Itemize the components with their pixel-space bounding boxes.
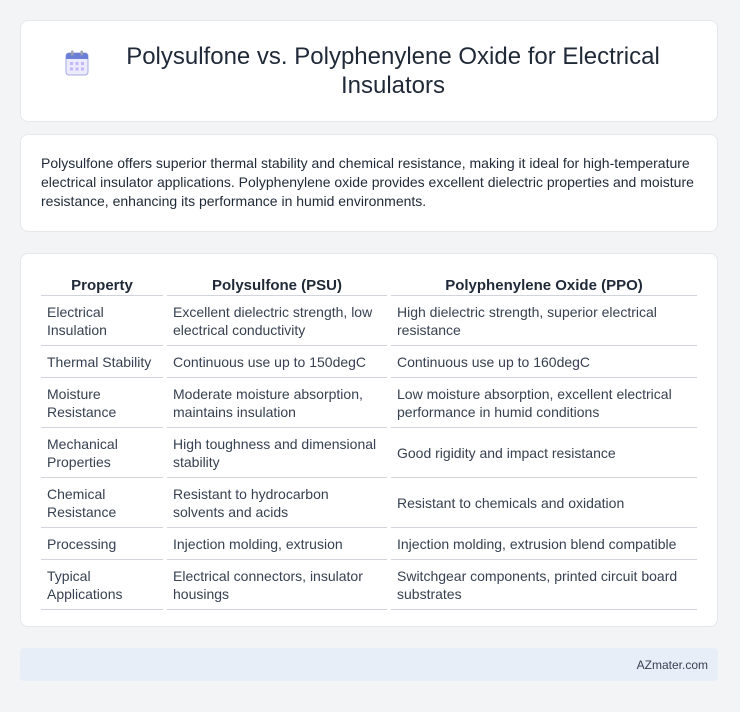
property-cell: Mechanical Properties: [41, 428, 165, 478]
calendar-icon: [65, 50, 89, 76]
table-row: [41, 478, 697, 528]
header-property: Property: [41, 272, 165, 296]
psu-cell: Excellent dielectric strength, low electrical conductivity: [165, 296, 389, 346]
psu-cell: High toughness and dimensional stability: [165, 428, 389, 478]
property-cell: Typical Applications: [41, 560, 165, 610]
psu-cell: Moderate moisture absorption, maintains insulation: [165, 378, 389, 428]
title-card: [20, 20, 718, 122]
ppo-cell: Switchgear components, printed circuit board substrates: [389, 560, 697, 610]
ppo-cell: Injection molding, extrusion blend compatible: [389, 528, 697, 560]
property-cell: Chemical Resistance: [41, 478, 165, 528]
comparison-table: [41, 272, 697, 610]
table-row: [41, 296, 697, 346]
header-polyphenylene-oxide: Polyphenylene Oxide (PPO): [389, 272, 697, 296]
title-wrap: [49, 42, 689, 100]
summary-text: Polysulfone offers superior thermal stability and chemical resistance, making it ideal for high-temperature electrical insulator applications. Polyphenylene oxide provides excellent dielectric properties and moisture resistance, enhancing its performance in humid environments.: [41, 155, 694, 209]
footer: [20, 648, 718, 681]
ppo-cell: Continuous use up to 160degC: [389, 346, 697, 378]
summary-card: [20, 134, 718, 232]
table-row: [41, 560, 697, 610]
ppo-cell: Resistant to chemicals and oxidation: [389, 478, 697, 528]
footer-brand[interactable]: AZmater.com: [636, 657, 708, 672]
page-title: Polysulfone vs. Polyphenylene Oxide for Electrical Insulators: [126, 43, 660, 99]
comparison-table-card: [20, 253, 718, 627]
psu-cell: Electrical connectors, insulator housings: [165, 560, 389, 610]
table-row: [41, 346, 697, 378]
header-polysulfone: Polysulfone (PSU): [165, 272, 389, 296]
psu-cell: Resistant to hydrocarbon solvents and acids: [165, 478, 389, 528]
table-row: [41, 378, 697, 428]
table-header-row: [41, 272, 697, 296]
ppo-cell: Good rigidity and impact resistance: [389, 428, 697, 478]
table-row: [41, 528, 697, 560]
property-cell: Thermal Stability: [41, 346, 165, 378]
ppo-cell: High dielectric strength, superior electrical resistance: [389, 296, 697, 346]
property-cell: Processing: [41, 528, 165, 560]
psu-cell: Injection molding, extrusion: [165, 528, 389, 560]
property-cell: Moisture Resistance: [41, 378, 165, 428]
property-cell: Electrical Insulation: [41, 296, 165, 346]
table-row: [41, 428, 697, 478]
ppo-cell: Low moisture absorption, excellent electrical performance in humid conditions: [389, 378, 697, 428]
psu-cell: Continuous use up to 150degC: [165, 346, 389, 378]
